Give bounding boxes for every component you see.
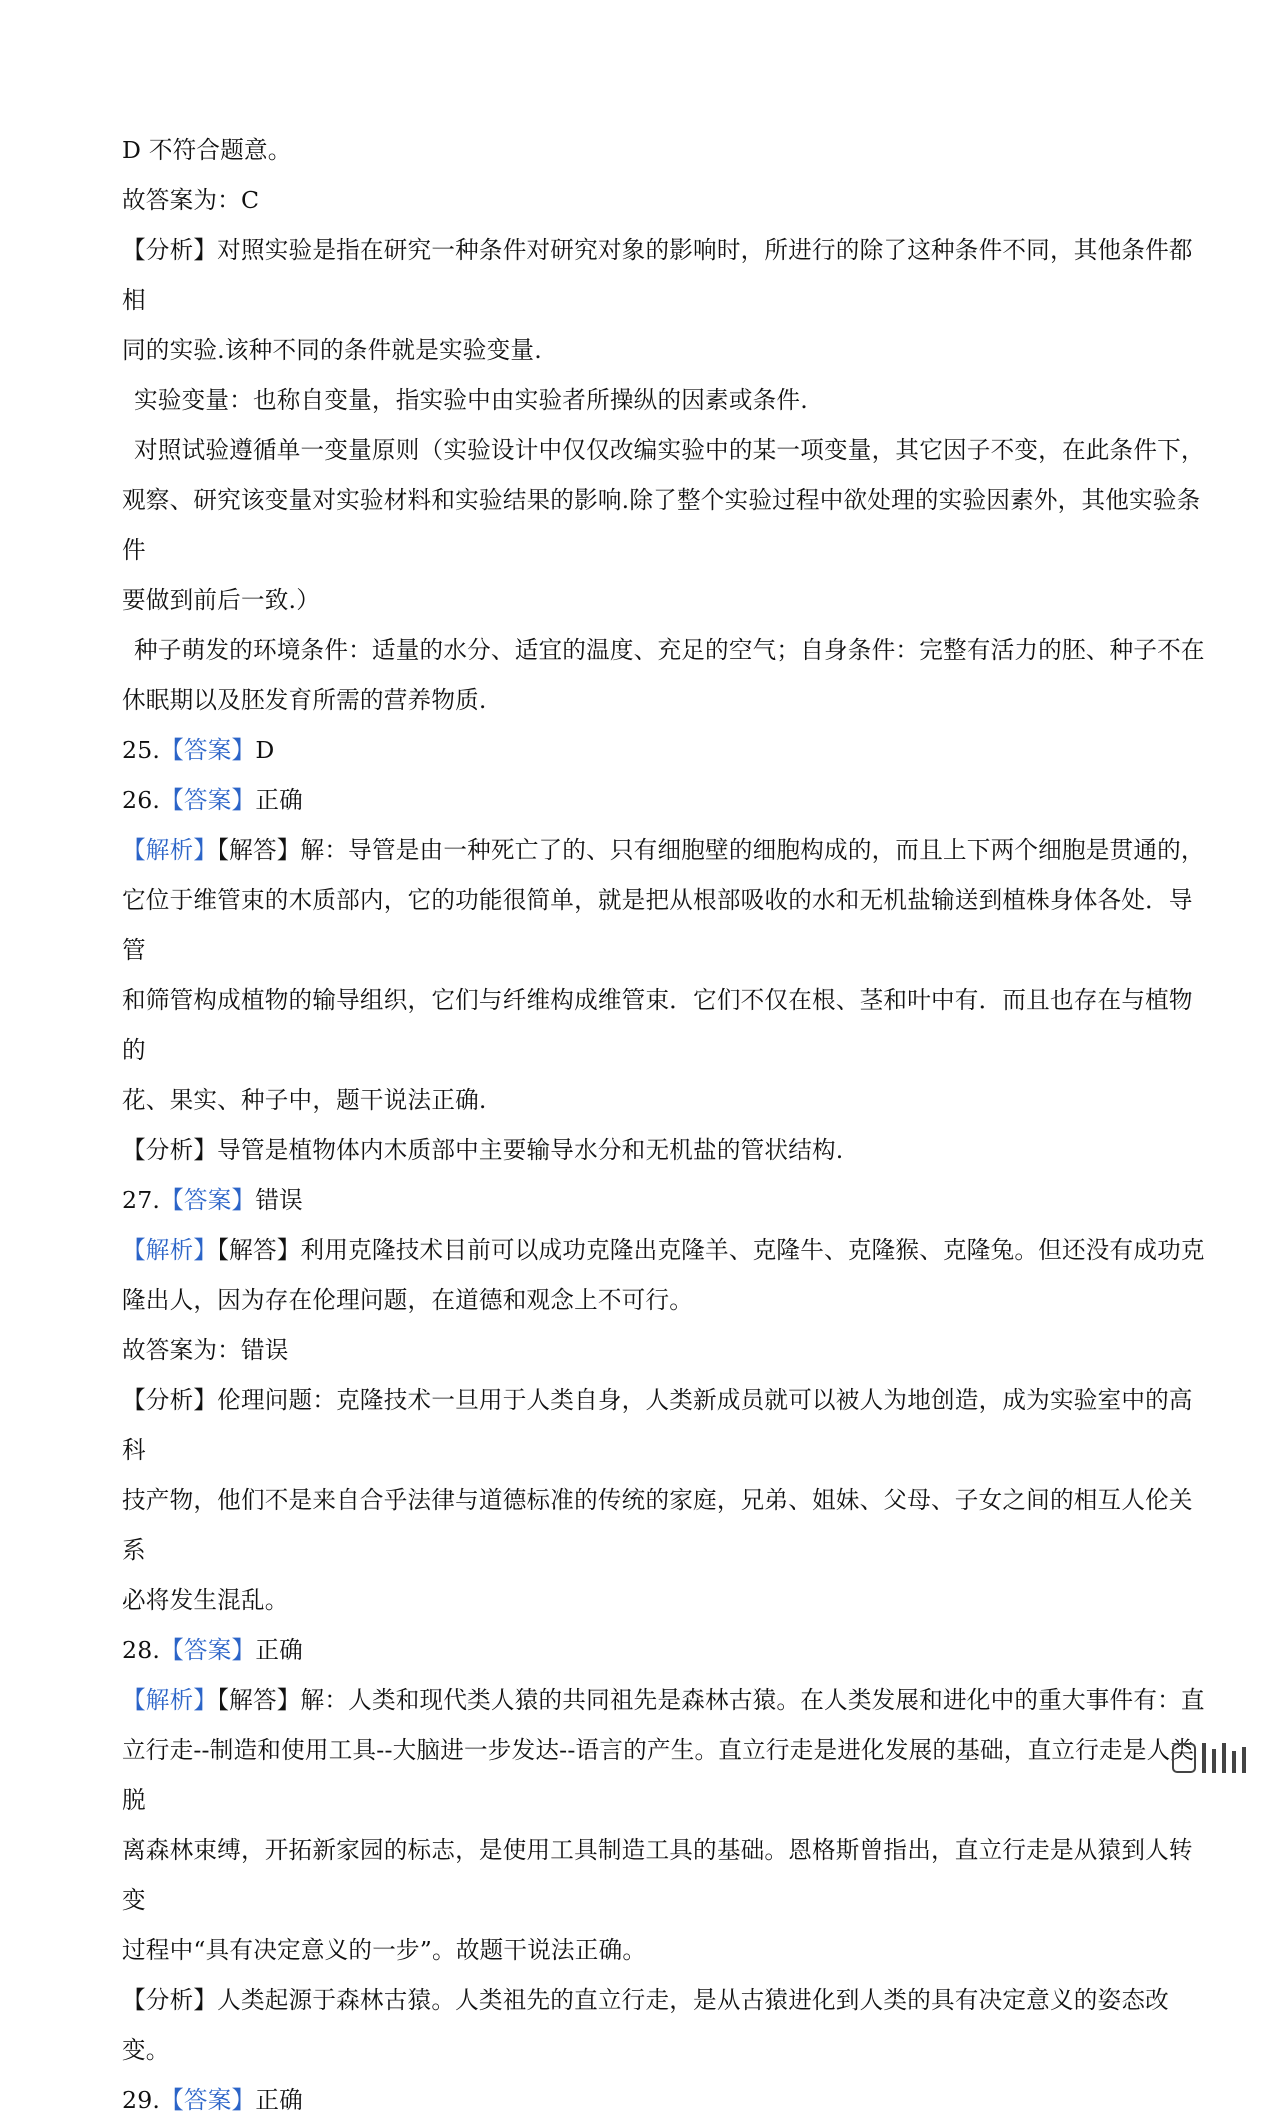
answer-value: 正确 (255, 2086, 303, 2114)
text-line: 实验变量：也称自变量，指实验中由实验者所操纵的因素或条件. (134, 386, 808, 414)
explanation-line: 过程中“具有决定意义的一步”。故题干说法正确。 (122, 1936, 647, 1964)
question-number: 27. (122, 1186, 161, 1214)
analysis-line: 【分析】导管是植物体内木质部中主要输导水分和无机盐的管状结构. (122, 1136, 844, 1164)
answer-line-26 (122, 775, 1212, 825)
question-number: 26. (122, 786, 161, 814)
question-number: 29. (122, 2086, 161, 2114)
question-number: 28. (122, 1636, 161, 1664)
watermark-box-icon (1172, 1743, 1196, 1773)
text-line: 对照试验遵循单一变量原则（实验设计中仅仅改编实验中的某一项变量，其它因子不变，在此条件下， (134, 436, 1205, 464)
analysis-line: 技产物，他们不是来自合乎法律与道德标准的传统的家庭，兄弟、姐妹、父母、子女之间的相互人伦关系 (122, 1486, 1193, 1564)
question-number: 25. (122, 736, 161, 764)
analysis-line: 必将发生混乱。 (122, 1586, 289, 1614)
watermark-bar-icon (1232, 1751, 1236, 1773)
answer-value: D (255, 736, 275, 764)
explanation-line (122, 1675, 1212, 1725)
text-line: 同的实验.该种不同的条件就是实验变量. (122, 336, 542, 364)
explanation-text: 【解答】利用克隆技术目前可以成功克隆出克隆羊、克隆牛、克隆猴、克隆兔。但还没有成功克 (217, 1236, 1205, 1264)
answer-line-25 (122, 725, 1212, 775)
document-content (122, 125, 1212, 2125)
answer-tag: 【答案】 (160, 1186, 256, 1214)
answer-tag: 【答案】 (160, 2086, 256, 2114)
text-line: D 不符合题意。 (122, 136, 292, 164)
analysis-line: 【分析】伦理问题：克隆技术一旦用于人类自身，人类新成员就可以被人为地创造，成为实验室中的高科 (122, 1386, 1193, 1464)
answer-tag: 【答案】 (160, 786, 256, 814)
analysis-line: 【分析】人类起源于森林古猿。人类祖先的直立行走，是从古猿进化到人类的具有决定意义的姿态改变。 (122, 1986, 1169, 2064)
answer-value: 错误 (255, 1186, 303, 1214)
answer-tag: 【答案】 (160, 1636, 256, 1664)
watermark-bar-icon (1222, 1743, 1226, 1773)
explanation-line: 离森林束缚，开拓新家园的标志，是使用工具制造工具的基础。恩格斯曾指出，直立行走是从猿到人转变 (122, 1836, 1193, 1914)
watermark-bar-icon (1202, 1743, 1206, 1773)
text-line: 休眠期以及胚发育所需的营养物质. (122, 686, 487, 714)
explanation-line: 隆出人，因为存在伦理问题，在道德和观念上不可行。 (122, 1286, 694, 1314)
explanation-line: 它位于维管束的木质部内，它的功能很简单，就是把从根部吸收的水和无机盐输送到植株身体各处．导管 (122, 886, 1193, 964)
text-line: 要做到前后一致.） (122, 586, 321, 614)
explanation-line (122, 825, 1212, 875)
explanation-text: 【解答】解：人类和现代类人猿的共同祖先是森林古猿。在人类发展和进化中的重大事件有：直 (217, 1686, 1205, 1714)
answer-value: 正确 (255, 786, 303, 814)
text-line: 【分析】对照实验是指在研究一种条件对研究对象的影响时，所进行的除了这种条件不同，其他条件都相 (122, 236, 1193, 314)
watermark-bar-icon (1242, 1747, 1246, 1773)
answer-tag: 【答案】 (160, 736, 256, 764)
explanation-line: 立行走--制造和使用工具--大脑进一步发达--语言的产生。直立行走是进化发展的基础，直立行走是人类脱 (122, 1736, 1195, 1814)
answer-value: 正确 (255, 1636, 303, 1664)
answer-line-27 (122, 1175, 1212, 1225)
text-line: 种子萌发的环境条件：适量的水分、适宜的温度、充足的空气；自身条件：完整有活力的胚、种子不在 (134, 636, 1205, 664)
explanation-text: 【解答】解：导管是由一种死亡了的、只有细胞壁的细胞构成的，而且上下两个细胞是贯通的， (217, 836, 1205, 864)
jiexi-tag: 【解析】 (122, 1236, 218, 1264)
answer-line-29 (122, 2075, 1212, 2125)
jiexi-tag: 【解析】 (122, 1686, 218, 1714)
explanation-line (122, 1225, 1212, 1275)
explanation-line: 花、果实、种子中，题干说法正确. (122, 1086, 487, 1114)
watermark-logo-icon (1172, 1743, 1246, 1773)
conclusion-line: 故答案为：错误 (122, 1336, 289, 1364)
watermark-bar-icon (1212, 1749, 1216, 1773)
text-line: 观察、研究该变量对实验材料和实验结果的影响.除了整个实验过程中欲处理的实验因素外，其他实验条件 (122, 486, 1201, 564)
text-line: 故答案为：C (122, 186, 260, 214)
explanation-line: 和筛管构成植物的输导组织，它们与纤维构成维管束．它们不仅在根、茎和叶中有．而且也存在与植物的 (122, 986, 1193, 1064)
answer-line-28 (122, 1625, 1212, 1675)
jiexi-tag: 【解析】 (122, 836, 218, 864)
